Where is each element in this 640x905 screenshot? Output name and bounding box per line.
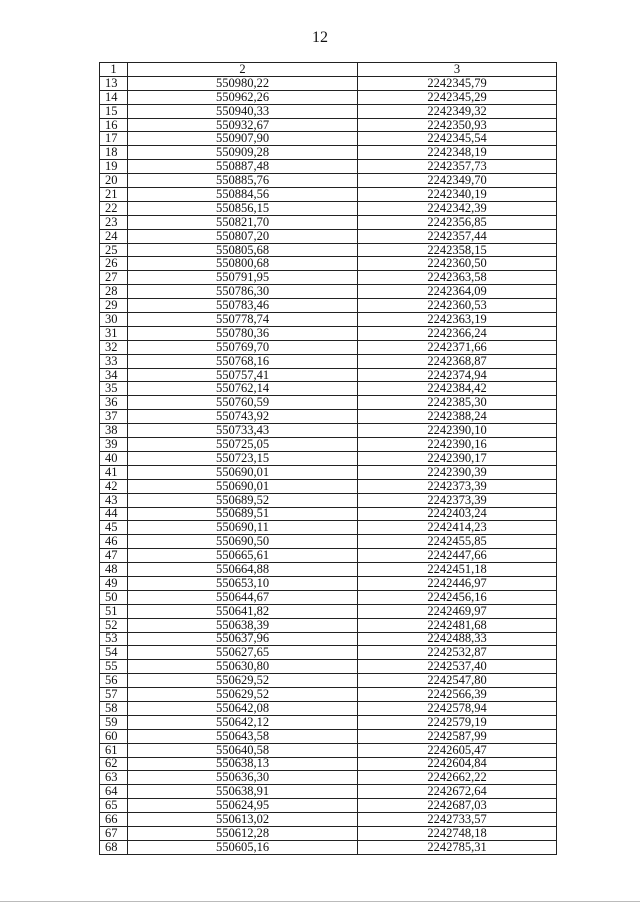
table-row bbox=[100, 757, 557, 771]
point-number-cell: 47 bbox=[100, 549, 128, 563]
point-number-cell: 25 bbox=[100, 243, 128, 257]
table-row bbox=[100, 451, 557, 465]
table-row bbox=[100, 507, 557, 521]
x-coordinate-cell: 550640,58 bbox=[128, 743, 358, 757]
point-number-cell: 23 bbox=[100, 215, 128, 229]
point-number-cell: 49 bbox=[100, 576, 128, 590]
x-coordinate-cell: 550690,01 bbox=[128, 479, 358, 493]
point-number-cell: 26 bbox=[100, 257, 128, 271]
table-row bbox=[100, 715, 557, 729]
table-row bbox=[100, 465, 557, 479]
x-coordinate-cell: 550768,16 bbox=[128, 354, 358, 368]
y-coordinate-cell: 2242403,24 bbox=[358, 507, 557, 521]
x-coordinate-cell: 550884,56 bbox=[128, 188, 358, 202]
page-number: 12 bbox=[312, 29, 328, 46]
y-coordinate-cell: 2242384,42 bbox=[358, 382, 557, 396]
point-number-cell: 54 bbox=[100, 646, 128, 660]
x-coordinate-cell: 550624,95 bbox=[128, 799, 358, 813]
x-coordinate-cell: 550807,20 bbox=[128, 229, 358, 243]
table-row bbox=[100, 299, 557, 313]
y-coordinate-cell: 2242373,39 bbox=[358, 479, 557, 493]
table-row bbox=[100, 354, 557, 368]
y-coordinate-cell: 2242390,10 bbox=[358, 424, 557, 438]
point-number-cell: 21 bbox=[100, 188, 128, 202]
table-row bbox=[100, 396, 557, 410]
table-row bbox=[100, 799, 557, 813]
x-coordinate-cell: 550780,36 bbox=[128, 326, 358, 340]
point-number-cell: 31 bbox=[100, 326, 128, 340]
y-coordinate-cell: 2242785,31 bbox=[358, 840, 557, 854]
x-coordinate-cell: 550636,30 bbox=[128, 771, 358, 785]
point-number-cell: 17 bbox=[100, 132, 128, 146]
table-row bbox=[100, 438, 557, 452]
point-number-cell: 30 bbox=[100, 313, 128, 327]
table-row bbox=[100, 632, 557, 646]
x-coordinate-cell: 550690,01 bbox=[128, 465, 358, 479]
point-number-cell: 64 bbox=[100, 785, 128, 799]
y-coordinate-cell: 2242385,30 bbox=[358, 396, 557, 410]
y-coordinate-cell: 2242469,97 bbox=[358, 604, 557, 618]
table-row bbox=[100, 410, 557, 424]
y-coordinate-cell: 2242587,99 bbox=[358, 729, 557, 743]
y-coordinate-cell: 2242414,23 bbox=[358, 521, 557, 535]
point-number-cell: 62 bbox=[100, 757, 128, 771]
x-coordinate-cell: 550644,67 bbox=[128, 590, 358, 604]
point-number-cell: 65 bbox=[100, 799, 128, 813]
table-row bbox=[100, 326, 557, 340]
y-coordinate-cell: 2242672,64 bbox=[358, 785, 557, 799]
point-number-cell: 24 bbox=[100, 229, 128, 243]
y-coordinate-cell: 2242360,50 bbox=[358, 257, 557, 271]
x-coordinate-cell: 550638,39 bbox=[128, 618, 358, 632]
x-coordinate-cell: 550613,02 bbox=[128, 813, 358, 827]
x-coordinate-cell: 550630,80 bbox=[128, 660, 358, 674]
x-coordinate-cell: 550638,13 bbox=[128, 757, 358, 771]
x-coordinate-cell: 550757,41 bbox=[128, 368, 358, 382]
x-coordinate-cell: 550690,50 bbox=[128, 535, 358, 549]
x-coordinate-cell: 550760,59 bbox=[128, 396, 358, 410]
point-number-cell: 60 bbox=[100, 729, 128, 743]
point-number-cell: 44 bbox=[100, 507, 128, 521]
y-coordinate-cell: 2242363,58 bbox=[358, 271, 557, 285]
y-coordinate-cell: 2242566,39 bbox=[358, 688, 557, 702]
x-coordinate-cell: 550723,15 bbox=[128, 451, 358, 465]
table-row bbox=[100, 563, 557, 577]
table-row bbox=[100, 729, 557, 743]
table-row bbox=[100, 660, 557, 674]
table-row bbox=[100, 479, 557, 493]
table-row bbox=[100, 215, 557, 229]
header-cell-x: 2 bbox=[128, 63, 358, 77]
table-row bbox=[100, 132, 557, 146]
x-coordinate-cell: 550638,91 bbox=[128, 785, 358, 799]
point-number-cell: 14 bbox=[100, 90, 128, 104]
point-number-cell: 43 bbox=[100, 493, 128, 507]
table-row bbox=[100, 826, 557, 840]
x-coordinate-cell: 550690,11 bbox=[128, 521, 358, 535]
y-coordinate-cell: 2242455,85 bbox=[358, 535, 557, 549]
x-coordinate-cell: 550643,58 bbox=[128, 729, 358, 743]
y-coordinate-cell: 2242357,44 bbox=[358, 229, 557, 243]
point-number-cell: 45 bbox=[100, 521, 128, 535]
x-coordinate-cell: 550932,67 bbox=[128, 118, 358, 132]
point-number-cell: 13 bbox=[100, 76, 128, 90]
y-coordinate-cell: 2242342,39 bbox=[358, 201, 557, 215]
x-coordinate-cell: 550629,52 bbox=[128, 688, 358, 702]
table-row bbox=[100, 382, 557, 396]
x-coordinate-cell: 550856,15 bbox=[128, 201, 358, 215]
point-number-cell: 52 bbox=[100, 618, 128, 632]
table-row bbox=[100, 493, 557, 507]
table-row bbox=[100, 424, 557, 438]
y-coordinate-cell: 2242488,33 bbox=[358, 632, 557, 646]
x-coordinate-cell: 550783,46 bbox=[128, 299, 358, 313]
y-coordinate-cell: 2242388,24 bbox=[358, 410, 557, 424]
x-coordinate-cell: 550627,65 bbox=[128, 646, 358, 660]
table-row bbox=[100, 840, 557, 854]
y-coordinate-cell: 2242364,09 bbox=[358, 285, 557, 299]
point-number-cell: 61 bbox=[100, 743, 128, 757]
x-coordinate-cell: 550629,52 bbox=[128, 674, 358, 688]
point-number-cell: 20 bbox=[100, 174, 128, 188]
point-number-cell: 58 bbox=[100, 701, 128, 715]
point-number-cell: 53 bbox=[100, 632, 128, 646]
y-coordinate-cell: 2242360,53 bbox=[358, 299, 557, 313]
y-coordinate-cell: 2242481,68 bbox=[358, 618, 557, 632]
x-coordinate-cell: 550909,28 bbox=[128, 146, 358, 160]
point-number-cell: 59 bbox=[100, 715, 128, 729]
y-coordinate-cell: 2242350,93 bbox=[358, 118, 557, 132]
x-coordinate-cell: 550907,90 bbox=[128, 132, 358, 146]
y-coordinate-cell: 2242349,70 bbox=[358, 174, 557, 188]
y-coordinate-cell: 2242366,24 bbox=[358, 326, 557, 340]
point-number-cell: 50 bbox=[100, 590, 128, 604]
table-row bbox=[100, 785, 557, 799]
y-coordinate-cell: 2242345,79 bbox=[358, 76, 557, 90]
table-row bbox=[100, 576, 557, 590]
y-coordinate-cell: 2242605,47 bbox=[358, 743, 557, 757]
y-coordinate-cell: 2242363,19 bbox=[358, 313, 557, 327]
point-number-cell: 15 bbox=[100, 104, 128, 118]
point-number-cell: 34 bbox=[100, 368, 128, 382]
x-coordinate-cell: 550962,26 bbox=[128, 90, 358, 104]
table-row bbox=[100, 188, 557, 202]
table-row bbox=[100, 118, 557, 132]
table-row bbox=[100, 285, 557, 299]
table-row bbox=[100, 771, 557, 785]
point-number-cell: 18 bbox=[100, 146, 128, 160]
page-bottom-edge bbox=[0, 901, 640, 902]
point-number-cell: 32 bbox=[100, 340, 128, 354]
x-coordinate-cell: 550786,30 bbox=[128, 285, 358, 299]
x-coordinate-cell: 550637,96 bbox=[128, 632, 358, 646]
y-coordinate-cell: 2242579,19 bbox=[358, 715, 557, 729]
y-coordinate-cell: 2242733,57 bbox=[358, 813, 557, 827]
x-coordinate-cell: 550641,82 bbox=[128, 604, 358, 618]
x-coordinate-cell: 550725,05 bbox=[128, 438, 358, 452]
x-coordinate-cell: 550642,12 bbox=[128, 715, 358, 729]
y-coordinate-cell: 2242687,03 bbox=[358, 799, 557, 813]
y-coordinate-cell: 2242662,22 bbox=[358, 771, 557, 785]
table-row bbox=[100, 146, 557, 160]
point-number-cell: 27 bbox=[100, 271, 128, 285]
coordinates-table bbox=[99, 62, 557, 855]
y-coordinate-cell: 2242358,15 bbox=[358, 243, 557, 257]
table-row bbox=[100, 257, 557, 271]
y-coordinate-cell: 2242356,85 bbox=[358, 215, 557, 229]
table-row bbox=[100, 313, 557, 327]
table-row bbox=[100, 90, 557, 104]
point-number-cell: 46 bbox=[100, 535, 128, 549]
table-row bbox=[100, 535, 557, 549]
table-row bbox=[100, 618, 557, 632]
x-coordinate-cell: 550940,33 bbox=[128, 104, 358, 118]
table-row bbox=[100, 590, 557, 604]
point-number-cell: 29 bbox=[100, 299, 128, 313]
y-coordinate-cell: 2242532,87 bbox=[358, 646, 557, 660]
x-coordinate-cell: 550791,95 bbox=[128, 271, 358, 285]
table-row bbox=[100, 521, 557, 535]
x-coordinate-cell: 550689,51 bbox=[128, 507, 358, 521]
x-coordinate-cell: 550664,88 bbox=[128, 563, 358, 577]
point-number-cell: 57 bbox=[100, 688, 128, 702]
point-number-cell: 66 bbox=[100, 813, 128, 827]
y-coordinate-cell: 2242390,17 bbox=[358, 451, 557, 465]
y-coordinate-cell: 2242456,16 bbox=[358, 590, 557, 604]
x-coordinate-cell: 550612,28 bbox=[128, 826, 358, 840]
table-row bbox=[100, 743, 557, 757]
point-number-cell: 56 bbox=[100, 674, 128, 688]
y-coordinate-cell: 2242547,80 bbox=[358, 674, 557, 688]
x-coordinate-cell: 550887,48 bbox=[128, 160, 358, 174]
y-coordinate-cell: 2242604,84 bbox=[358, 757, 557, 771]
point-number-cell: 37 bbox=[100, 410, 128, 424]
x-coordinate-cell: 550769,70 bbox=[128, 340, 358, 354]
x-coordinate-cell: 550821,70 bbox=[128, 215, 358, 229]
x-coordinate-cell: 550733,43 bbox=[128, 424, 358, 438]
table-row bbox=[100, 340, 557, 354]
point-number-cell: 51 bbox=[100, 604, 128, 618]
point-number-cell: 19 bbox=[100, 160, 128, 174]
table-row bbox=[100, 76, 557, 90]
point-number-cell: 68 bbox=[100, 840, 128, 854]
header-cell-y: 3 bbox=[358, 63, 557, 77]
table-header-row bbox=[100, 63, 557, 77]
table-row bbox=[100, 604, 557, 618]
point-number-cell: 22 bbox=[100, 201, 128, 215]
point-number-cell: 36 bbox=[100, 396, 128, 410]
y-coordinate-cell: 2242371,66 bbox=[358, 340, 557, 354]
x-coordinate-cell: 550762,14 bbox=[128, 382, 358, 396]
table-body bbox=[100, 76, 557, 854]
table-row bbox=[100, 174, 557, 188]
y-coordinate-cell: 2242451,18 bbox=[358, 563, 557, 577]
table-row bbox=[100, 701, 557, 715]
y-coordinate-cell: 2242340,19 bbox=[358, 188, 557, 202]
table-row bbox=[100, 104, 557, 118]
x-coordinate-cell: 550885,76 bbox=[128, 174, 358, 188]
table-row bbox=[100, 549, 557, 563]
x-coordinate-cell: 550980,22 bbox=[128, 76, 358, 90]
y-coordinate-cell: 2242578,94 bbox=[358, 701, 557, 715]
point-number-cell: 42 bbox=[100, 479, 128, 493]
point-number-cell: 67 bbox=[100, 826, 128, 840]
y-coordinate-cell: 2242345,54 bbox=[358, 132, 557, 146]
y-coordinate-cell: 2242348,19 bbox=[358, 146, 557, 160]
x-coordinate-cell: 550805,68 bbox=[128, 243, 358, 257]
x-coordinate-cell: 550689,52 bbox=[128, 493, 358, 507]
point-number-cell: 39 bbox=[100, 438, 128, 452]
point-number-cell: 16 bbox=[100, 118, 128, 132]
y-coordinate-cell: 2242446,97 bbox=[358, 576, 557, 590]
x-coordinate-cell: 550665,61 bbox=[128, 549, 358, 563]
point-number-cell: 55 bbox=[100, 660, 128, 674]
point-number-cell: 38 bbox=[100, 424, 128, 438]
x-coordinate-cell: 550800,68 bbox=[128, 257, 358, 271]
point-number-cell: 35 bbox=[100, 382, 128, 396]
table-row bbox=[100, 368, 557, 382]
point-number-cell: 33 bbox=[100, 354, 128, 368]
table-row bbox=[100, 646, 557, 660]
table-row bbox=[100, 160, 557, 174]
y-coordinate-cell: 2242537,40 bbox=[358, 660, 557, 674]
header-cell-point-number: 1 bbox=[100, 63, 128, 77]
point-number-cell: 63 bbox=[100, 771, 128, 785]
table-row bbox=[100, 688, 557, 702]
y-coordinate-cell: 2242368,87 bbox=[358, 354, 557, 368]
y-coordinate-cell: 2242748,18 bbox=[358, 826, 557, 840]
x-coordinate-cell: 550642,08 bbox=[128, 701, 358, 715]
y-coordinate-cell: 2242390,39 bbox=[358, 465, 557, 479]
point-number-cell: 28 bbox=[100, 285, 128, 299]
point-number-cell: 40 bbox=[100, 451, 128, 465]
y-coordinate-cell: 2242447,66 bbox=[358, 549, 557, 563]
table-row bbox=[100, 243, 557, 257]
x-coordinate-cell: 550778,74 bbox=[128, 313, 358, 327]
point-number-cell: 41 bbox=[100, 465, 128, 479]
y-coordinate-cell: 2242373,39 bbox=[358, 493, 557, 507]
table-row bbox=[100, 201, 557, 215]
x-coordinate-cell: 550653,10 bbox=[128, 576, 358, 590]
table-row bbox=[100, 229, 557, 243]
y-coordinate-cell: 2242374,94 bbox=[358, 368, 557, 382]
y-coordinate-cell: 2242345,29 bbox=[358, 90, 557, 104]
table-row bbox=[100, 813, 557, 827]
y-coordinate-cell: 2242357,73 bbox=[358, 160, 557, 174]
x-coordinate-cell: 550605,16 bbox=[128, 840, 358, 854]
point-number-cell: 48 bbox=[100, 563, 128, 577]
table-row bbox=[100, 271, 557, 285]
x-coordinate-cell: 550743,92 bbox=[128, 410, 358, 424]
y-coordinate-cell: 2242390,16 bbox=[358, 438, 557, 452]
table-row bbox=[100, 674, 557, 688]
y-coordinate-cell: 2242349,32 bbox=[358, 104, 557, 118]
